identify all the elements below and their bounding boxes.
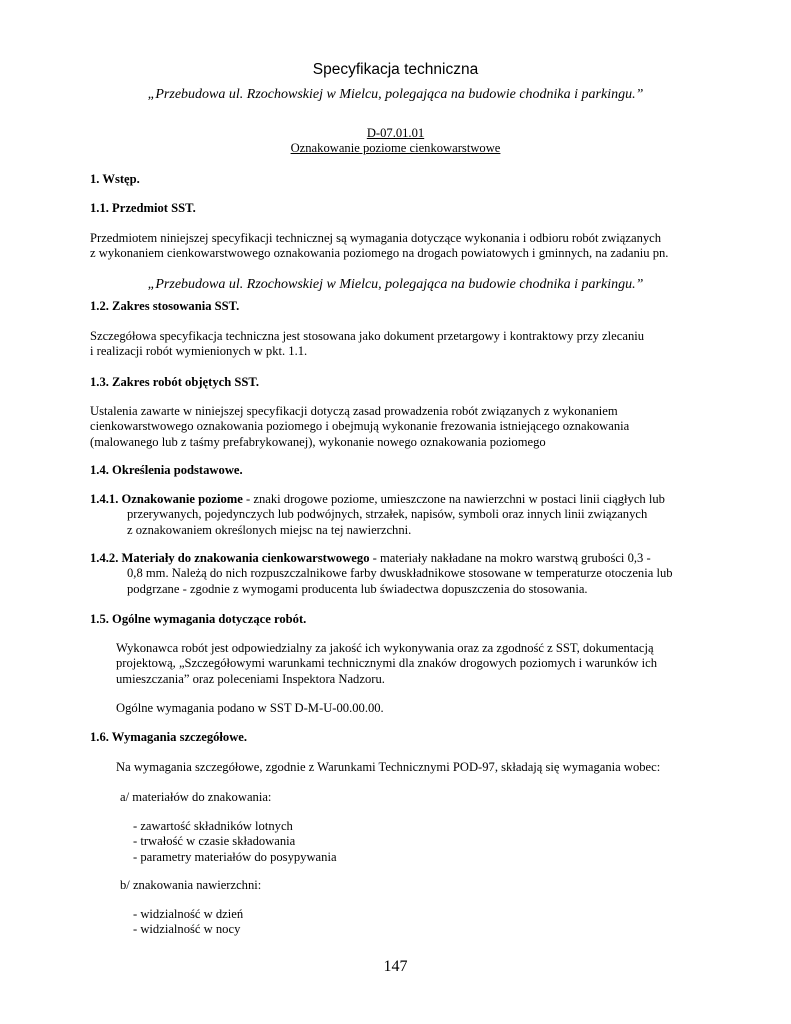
section-1-heading: 1. Wstęp.: [90, 172, 140, 186]
text-line: Przedmiotem niniejszej specyfikacji technicznej są wymagania dotyczące wykonania i odbioru robót związanych: [90, 231, 662, 245]
text-line: umieszczania” oraz poleceniami Inspektora Nadzoru.: [116, 671, 385, 686]
list-item: - widzialność w dzień: [133, 907, 244, 921]
section-1-6-intro: Na wymagania szczegółowe, zgodnie z Warunkami Technicznymi POD-97, składają się wymagania wobec:: [116, 760, 661, 774]
section-1-1-text: [90, 231, 700, 262]
list-item: - parametry materiałów do posypywania: [133, 849, 337, 864]
text-line: projektową, „Szczegółowymi warunkami technicznymi dla znaków drogowych poziomych i warunków ich: [116, 656, 658, 671]
list-item: - zawartość składników lotnych: [133, 819, 293, 833]
section-1-5-text: [116, 641, 701, 687]
section-1-3-text: [90, 404, 700, 450]
page-number: 147: [383, 958, 408, 975]
section-1-3-heading: 1.3. Zakres robót objętych SST.: [90, 375, 259, 389]
definition-text: - materiały nakładane na mokro warstwą grubości 0,3 -: [369, 551, 651, 565]
section-1-2-text: [90, 329, 700, 360]
text-line: Szczegółowa specyfikacja techniczna jest stosowana jako dokument przetargowy i kontraktowy przy zlecaniu: [90, 329, 645, 343]
section-1-6-heading: 1.6. Wymagania szczegółowe.: [90, 730, 248, 744]
list-a-label: a/ materiałów do znakowania:: [120, 790, 272, 804]
text-line: Ustalenia zawarte w niniejszej specyfikacji dotyczą zasad prowadzenia robót związanych z wykonaniem: [90, 404, 618, 418]
definition-term: 1.4.1. Oznakowanie poziome: [90, 492, 243, 506]
text-line: i realizacji robót wymienionych w pkt. 1.1.: [90, 344, 308, 359]
project-name-repeat: „Przebudowa ul. Rzochowskiej w Mielcu, polegająca na budowie chodnika i parkingu.”: [147, 277, 644, 292]
text-line: [90, 492, 710, 507]
definition-term: 1.4.2. Materiały do znakowania cienkowarstwowego: [90, 551, 370, 565]
definition-text: - znaki drogowe poziome, umieszczone na nawierzchni w postaci linii ciągłych lub: [242, 492, 665, 506]
section-1-4-heading: 1.4. Określenia podstawowe.: [90, 463, 243, 477]
text-line: podgrzane - zgodnie z wymogami producenta lub świadectwa dopuszczenia do stosowania.: [127, 581, 588, 596]
spec-code: D-07.01.01: [366, 126, 425, 140]
document-title: Specyfikacja techniczna: [312, 61, 479, 78]
text-line: [90, 551, 710, 566]
text-line: z wykonaniem cienkowarstwowego oznakowania poziomego na drogach powiatowych i gminnych, na zadaniu pn.: [90, 246, 669, 261]
project-subtitle: „Przebudowa ul. Rzochowskiej w Mielcu, polegająca na budowie chodnika i parkingu.”: [147, 87, 644, 102]
text-line: cienkowarstwowego oznakowania poziomego i obejmują wykonanie frezowania istniejącego oznakowania: [90, 419, 630, 434]
section-1-5-heading: 1.5. Ogólne wymagania dotyczące robót.: [90, 612, 307, 626]
list-b-label: b/ znakowania nawierzchni:: [120, 878, 262, 892]
text-line: z oznakowaniem określonych miejsc na tej nawierzchni.: [127, 522, 412, 537]
text-line: (malowanego lub z taśmy prefabrykowanej), wykonanie nowego oznakowania poziomego: [90, 434, 546, 449]
spec-code-title: Oznakowanie poziome cienkowarstwowe: [290, 141, 501, 155]
section-1-1-heading: 1.1. Przedmiot SST.: [90, 201, 196, 215]
definition-1-4-1: [90, 492, 710, 538]
section-1-2-heading: 1.2. Zakres stosowania SST.: [90, 299, 240, 313]
list-a: [133, 819, 337, 865]
list-b: [133, 907, 243, 938]
general-requirements-note: Ogólne wymagania podano w SST D-M-U-00.00.00.: [116, 701, 384, 715]
list-item: - trwałość w czasie składowania: [133, 834, 296, 849]
text-line: 0,8 mm. Należą do nich rozpuszczalnikowe farby dwuskładnikowe stosowane w temperaturze otoczenia lub: [127, 566, 673, 581]
text-line: przerywanych, pojedynczych lub podwójnych, strzałek, napisów, symboli oraz innych linii związanych: [127, 507, 648, 522]
text-line: Wykonawca robót jest odpowiedzialny za jakość ich wykonywania oraz za zgodność z SST, dokumentacją: [116, 641, 654, 655]
list-item: - widzialność w nocy: [133, 922, 241, 937]
definition-1-4-2: [90, 551, 710, 597]
